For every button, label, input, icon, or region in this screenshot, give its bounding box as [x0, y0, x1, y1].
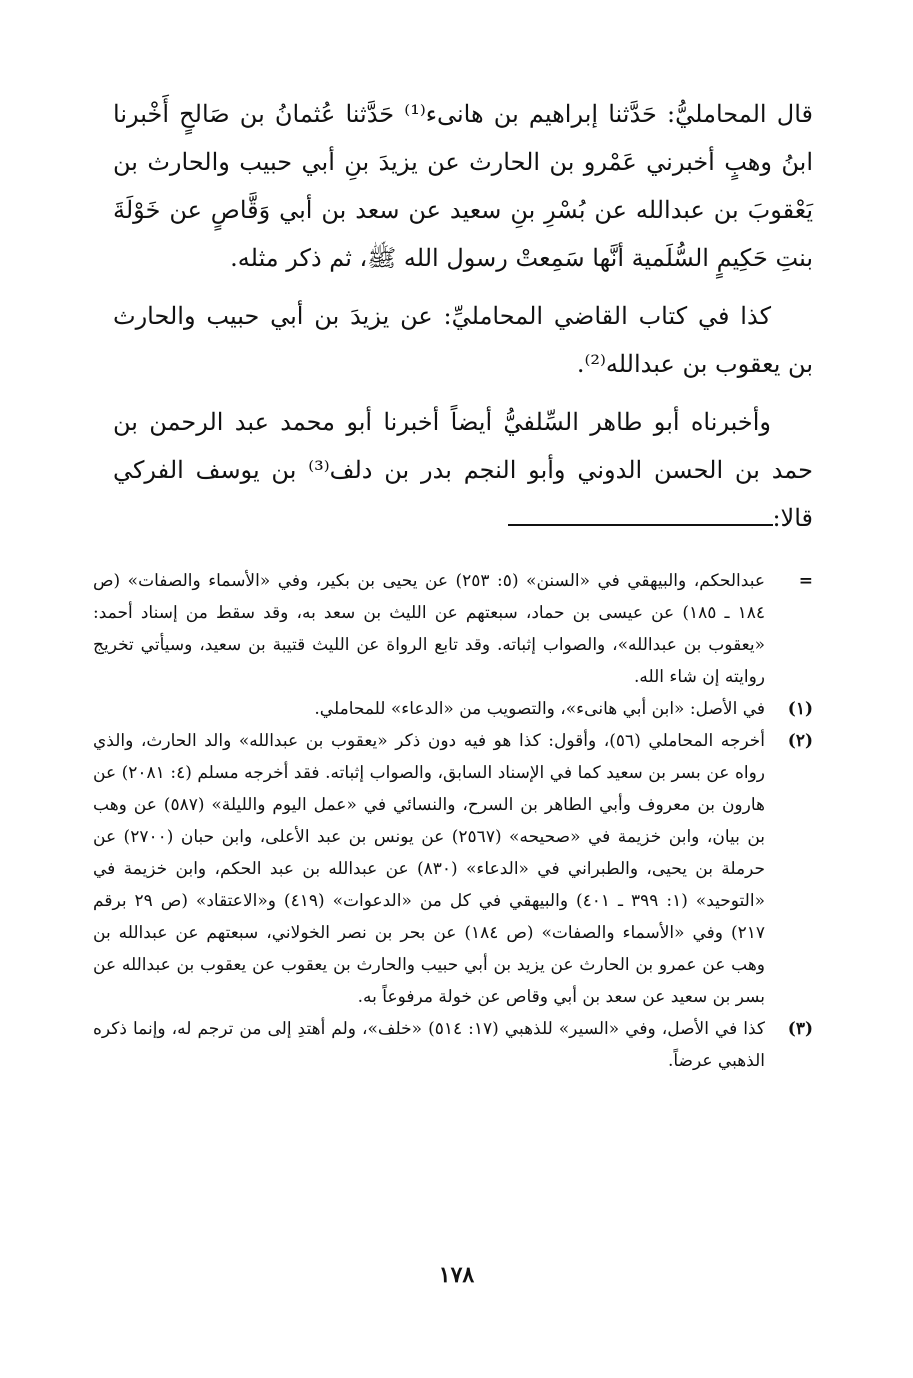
paragraph-1: قال المحامليُّ: حَدَّثنا إبراهيم بن هانىء⁽¹⁾ حَدَّثنا عُثمانُ بن صَالحٍ أَخْبرنا ابنُ وهبٍ أخبرني عَمْرو بن الحارث عن يزيدَ بنِ أبي حبيب والحارث بن يَعْقوبَ بن عبدالله عن بُسْرِ بنِ سعيد عن سعد بن أبي وَقَّاصٍ عن خَوْلَةَ بنتِ حَكِيمٍ السُّلَمية أنَّها سَمِعتْ رسول الله ﷺ، ثم ذكر مثله. [113, 100, 814, 272]
footnotes [93, 565, 813, 1077]
footnote-marker: = [798, 571, 813, 591]
main-text [113, 90, 813, 552]
footnote-separator [508, 524, 773, 526]
paragraph-3: وأخبرناه أبو طاهر السِّلفيُّ أيضاً أخبرنا أبو محمد عبد الرحمن بن حمد بن الحسن الدوني وأبو النجم بدر بن دلف⁽³⁾ بن يوسف الفركي قالا: [113, 408, 813, 532]
footnote-text: كذا في الأصل، وفي «السير» للذهبي (١٧: ٥١٤) «خلف»، ولم أهتدِ إلى من ترجم له، وإنما ذكره الذهبي عرضاً. [93, 1019, 765, 1071]
footnote-text: أخرجه المحاملي (٥٦)، وأقول: كذا هو فيه دون ذكر «يعقوب بن عبدالله» والد الحارث، والذي رواه عن بسر بن سعيد كما في الإسناد السابق، والصواب إثباته. فقد أخرجه مسلم (٤: ٢٠٨١) عن هارون بن معروف وأبي الطاهر بن السرح، والنسائي في «عمل اليوم والليلة» (٥٨٧) عن وهب بن بيان، وابن خزيمة في «صحيحه» (٢٥٦٧) عن يونس بن عبد الأعلى، وابن حبان (٢٧٠٠) عن حرملة بن يحيى، والطبراني في «الدعاء» (٨٣٠) عن عبدالله بن عبد الحكم، وابن خزيمة في «التوحيد» (١: ٣٩٩ ـ ٤٠١) والبيهقي في كل من «الدعوات» (٤١٩) و«الاعتقاد» (ص ٢٩ برقم ٢١٧) وفي «الأسماء والصفات» (ص ١٨٤) عن بحر بن نصر الخولاني، سبعتهم عن عبدالله بن وهب عن عمرو بن الحارث عن يزيد بن أبي حبيب والحارث بن يعقوب عن يعقوب بن عبدالله عن بسر بن سعيد عن سعد بن أبي وقاص عن خولة مرفوعاً به. [93, 731, 766, 1007]
footnote-number: (١) [787, 699, 813, 719]
page-number: ١٧٨ [438, 1262, 475, 1288]
footnote-2 [93, 725, 813, 1013]
footnote-1 [93, 693, 813, 725]
paragraph-2: كذا في كتاب القاضي المحامليِّ: عن يزيدَ بن أبي حبيب والحارث بن يعقوب بن عبدالله⁽²⁾. [113, 302, 813, 378]
footnote-3 [93, 1013, 813, 1077]
footnote-text: في الأصل: «ابن أبي هانىء»، والتصويب من «الدعاء» للمحاملي. [314, 699, 765, 719]
footnote-text: عبدالحكم، والبيهقي في «السنن» (٥: ٢٥٣) عن يحيى بن بكير، وفي «الأسماء والصفات» (ص ١٨٤ ـ ١٨٥) عن عيسى بن حماد، سبعتهم عن الليث بن سعد به، وقد سقط من إسناد أحمد: «يعقوب بن عبدالله»، والصواب إثباته. وقد تابع الرواة عن الليث قتيبة بن سعيد، وسيأتي تخريج روايته إن شاء الله. [93, 571, 765, 687]
footnote-continued [93, 565, 813, 693]
footnote-number: (٢) [787, 731, 813, 751]
footnote-number: (٣) [787, 1019, 813, 1039]
